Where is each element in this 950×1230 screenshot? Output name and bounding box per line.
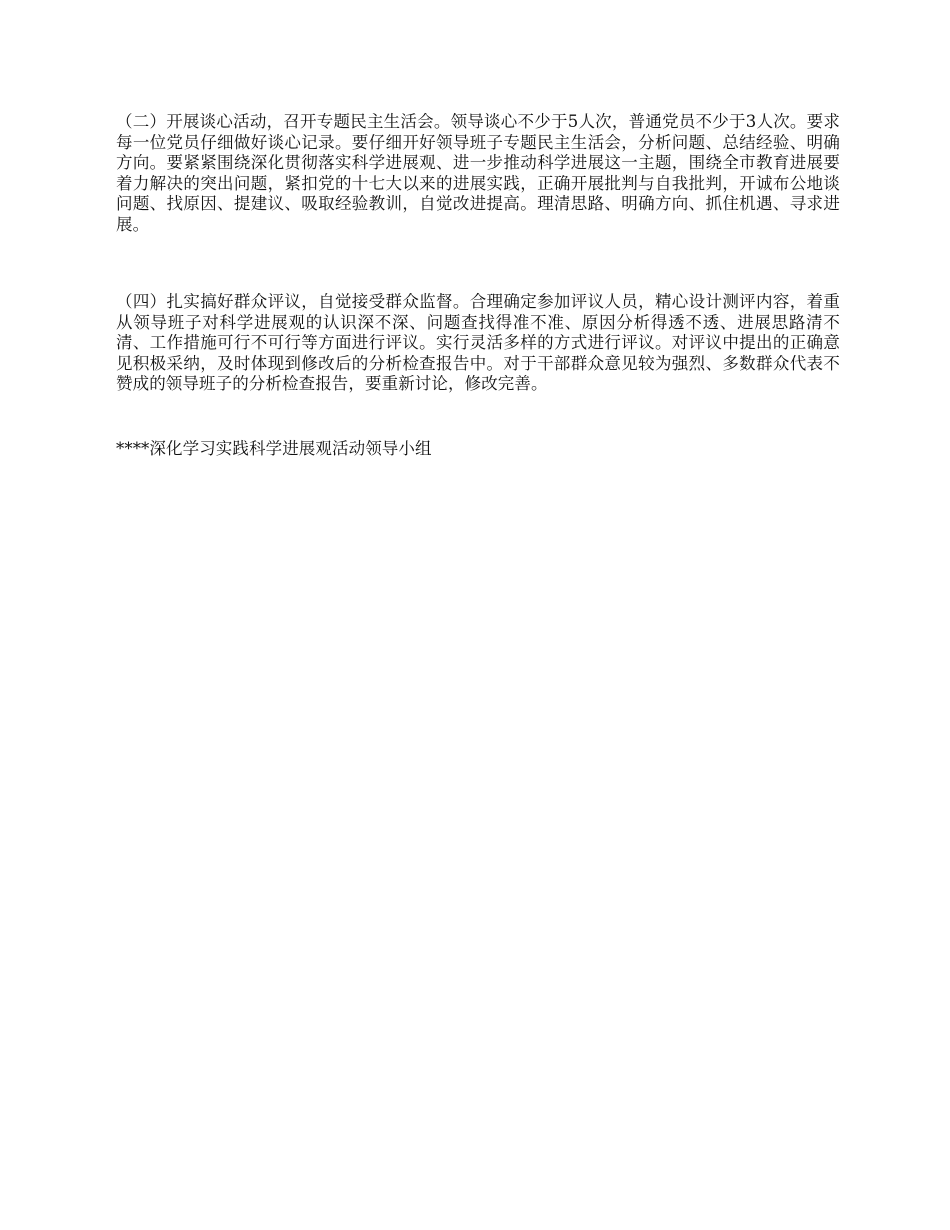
signature-line: ****深化学习实践科学进展观活动领导小组 <box>116 439 432 458</box>
paragraph-mass-evaluation: （四）扎实搞好群众评议，自觉接受群众监督。合理确定参加评议人员，精心设计测评内容，着重从领导班子对科学进展观的认识深不深、问题查找得准不准、原因分析得透不透、进展思路清不清、工作措施可行不可行等方面进行评议。实行灵活多样的方式进行评议。对评议中提出的正确意见积极采纳，及时体现到修改后的分析检查报告中。对于干部群众意见较为强烈、多数群众代表不赞成的领导班子的分析检查报告，要重新讨论，修改完善。 <box>116 292 840 394</box>
paragraph-talk-activities: （二）开展谈心活动，召开专题民主生活会。领导谈心不少于5人次，普通党员不少于3人次。要求每一位党员仔细做好谈心记录。要仔细开好领导班子专题民主生活会，分析问题、总结经验、明确方向。要紧紧围绕深化贯彻落实科学进展观、进一步推动科学进展这一主题，围绕全市教育进展要着力解决的突出问题，紧扣党的十七大以来的进展实践，正确开展批判与自我批判，开诚布公地谈问题、找原因、提建议、吸取经验教训，自觉改进提高。理清思路、明确方向、抓住机遇、寻求进展。 <box>116 112 840 234</box>
